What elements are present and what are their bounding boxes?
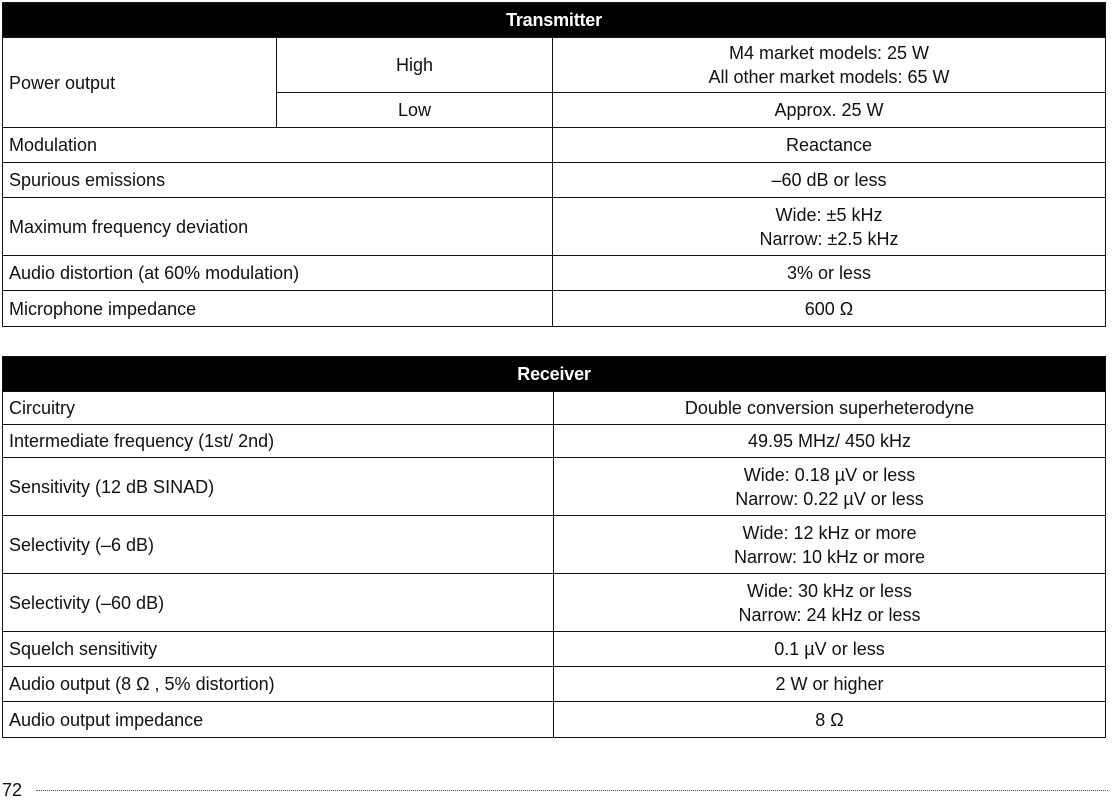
value-line: Narrow: 24 kHz or less bbox=[738, 604, 921, 625]
spec-label: Squelch sensitivity bbox=[3, 632, 554, 667]
spec-label: Spurious emissions bbox=[3, 163, 553, 198]
table-row bbox=[3, 256, 1106, 291]
table-row bbox=[3, 458, 1106, 516]
value-line: Narrow: ±2.5 kHz bbox=[759, 228, 899, 249]
spec-value bbox=[554, 516, 1106, 574]
spec-label: Selectivity (–6 dB) bbox=[3, 516, 554, 574]
spec-value bbox=[554, 574, 1106, 632]
table-row bbox=[3, 392, 1106, 425]
spec-label: Intermediate frequency (1st/ 2nd) bbox=[3, 425, 554, 458]
receiver-table bbox=[2, 356, 1106, 738]
table-row bbox=[3, 291, 1106, 327]
spec-value: –60 dB or less bbox=[553, 163, 1106, 198]
power-high-value bbox=[553, 38, 1106, 93]
page-footer bbox=[2, 780, 1108, 800]
spec-value bbox=[553, 198, 1106, 256]
spec-value: 0.1 µV or less bbox=[554, 632, 1106, 667]
value-line: Wide: 30 kHz or less bbox=[746, 580, 913, 601]
value-line: Narrow: 10 kHz or more bbox=[733, 546, 926, 567]
value-line: M4 market models: 25 W bbox=[728, 43, 930, 63]
spec-label: Audio output impedance bbox=[3, 702, 554, 738]
power-low-label: Low bbox=[277, 93, 553, 128]
power-output-label: Power output bbox=[3, 38, 277, 128]
spec-label: Modulation bbox=[3, 128, 553, 163]
spec-value: 3% or less bbox=[553, 256, 1106, 291]
power-high-label: High bbox=[277, 38, 553, 93]
spec-value: 2 W or higher bbox=[554, 667, 1106, 702]
value-line: Wide: 12 kHz or more bbox=[742, 522, 917, 543]
value-line: Wide: 0.18 µV or less bbox=[743, 464, 916, 485]
spec-value: 8 Ω bbox=[554, 702, 1106, 738]
value-line: Narrow: 0.22 µV or less bbox=[735, 488, 924, 509]
table-row bbox=[3, 163, 1106, 198]
table-row bbox=[3, 516, 1106, 574]
table-row bbox=[3, 574, 1106, 632]
spec-label: Audio output (8 Ω , 5% distortion) bbox=[3, 667, 554, 702]
spec-label: Sensitivity (12 dB SINAD) bbox=[3, 458, 554, 516]
spec-label: Audio distortion (at 60% modulation) bbox=[3, 256, 553, 291]
table-row bbox=[3, 425, 1106, 458]
spec-value: Double conversion superheterodyne bbox=[554, 392, 1106, 425]
spec-value: 600 Ω bbox=[553, 291, 1106, 327]
spec-label: Maximum frequency deviation bbox=[3, 198, 553, 256]
spec-label: Microphone impedance bbox=[3, 291, 553, 327]
transmitter-table bbox=[2, 2, 1106, 327]
spec-label: Circuitry bbox=[3, 392, 554, 425]
value-line: Wide: ±5 kHz bbox=[775, 204, 883, 225]
spec-label: Selectivity (–60 dB) bbox=[3, 574, 554, 632]
spec-value bbox=[554, 458, 1106, 516]
spec-value: 49.95 MHz/ 450 kHz bbox=[554, 425, 1106, 458]
power-low-value: Approx. 25 W bbox=[553, 93, 1106, 128]
transmitter-heading: Transmitter bbox=[3, 3, 1106, 38]
footer-dotted-rule bbox=[36, 790, 1108, 791]
spec-value: Reactance bbox=[553, 128, 1106, 163]
page-number: 72 bbox=[2, 780, 23, 800]
receiver-heading: Receiver bbox=[3, 357, 1106, 392]
value-line: All other market models: 65 W bbox=[708, 67, 950, 87]
table-row bbox=[3, 128, 1106, 163]
table-row bbox=[3, 632, 1106, 667]
table-row bbox=[3, 667, 1106, 702]
table-row bbox=[3, 198, 1106, 256]
table-row bbox=[3, 702, 1106, 738]
